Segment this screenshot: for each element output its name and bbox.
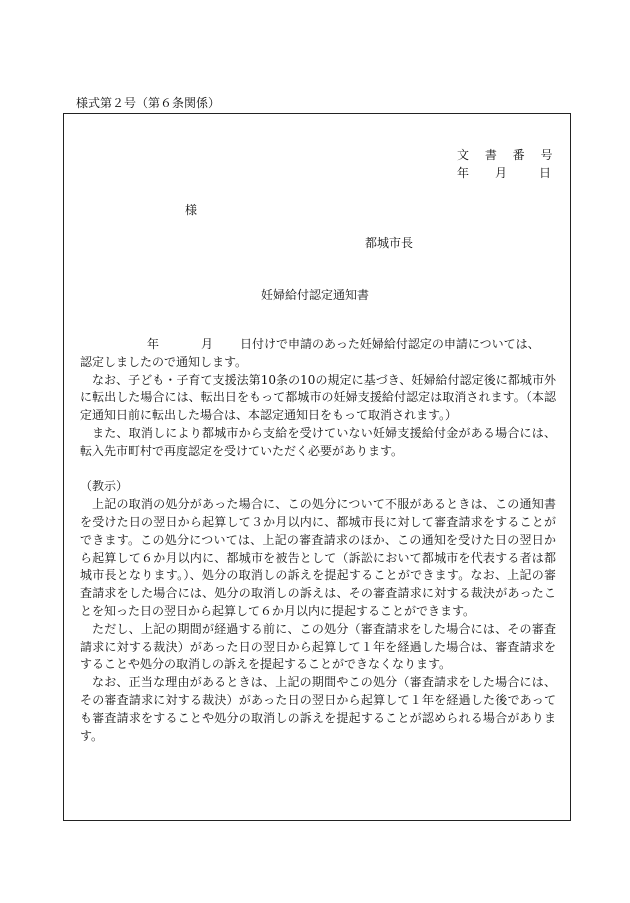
date-day-label: 日 xyxy=(539,166,552,180)
date-year-label: 年 xyxy=(457,166,470,180)
date-month-label: 月 xyxy=(495,166,508,180)
application-date-year: 年 xyxy=(147,337,160,351)
application-date-month: 月 xyxy=(201,337,214,351)
certification-text: 認定しましたので通知します。 xyxy=(80,354,248,369)
document-number-label: 文 書 番 号 xyxy=(457,148,559,162)
instruction-heading: （教示） xyxy=(80,479,129,494)
paragraph-recertification: また、取消しにより都城市から支給を受けていない妊婦支援給付金がある場合には、転入先市町村で再度認定を受けていただく必要があります。 xyxy=(80,425,556,458)
document-body xyxy=(80,336,556,745)
issuer-name: 都城市長 xyxy=(365,236,414,250)
application-date-text: 日付けで申請のあった妊婦給付認定の申請については、 xyxy=(240,337,540,351)
addressee: 様 xyxy=(185,203,198,217)
paragraph-certification xyxy=(80,336,556,372)
instruction-paragraph-3: なお、正当な理由があるときは、上記の期間やこの処分（審査請求をした場合には、その審査請求に対する裁決）があった日の翌日から起算して１年を経過した後であっても審査請求をすることや処分の取消しの訴えを提起することが認められる場合があります。 xyxy=(80,675,556,743)
form-number-label: 様式第２号（第６条関係） xyxy=(76,96,221,110)
document-title: 妊婦給付認定通知書 xyxy=(260,288,369,302)
instruction-paragraph-2: ただし、上記の期間が経過する前に、この処分（審査請求をした場合には、その審査請求に対する裁決）があった日の翌日から起算して１年を経過した場合は、審査請求をすることや処分の取消しの訴えを提起することができなくなります。 xyxy=(80,621,556,672)
instruction-paragraph-1: 上記の取消の処分があった場合に、この処分について不服があるときは、この通知書を受けた日の翌日から起算して３か月以内に、都城市長に対して審査請求をすることができます。この処分については、上記の審査請求のほか、この通知を受けた日の翌日から起算して６か月以内に、都城市を被告として（訴訟において都城市を代表する者は都城市長となります。）、処分の取消しの訴えを提起することができます。なお、上記の審査請求をした場合には、処分の取消しの訴えは、その審査請求に対する裁決があったことを知った日の翌日から起算して６か月以内に提起することができます。 xyxy=(80,497,556,618)
paragraph-move-out: なお、子ども・子育て支援法第10条の10の規定に基づき、妊婦給付認定後に都城市外に転出した場合には、転出日をもって都城市の妊婦支援給付認定は取消されます。（本認定通知日前に転出した場合は、本認定通知日をもって取消されます。） xyxy=(80,372,556,423)
